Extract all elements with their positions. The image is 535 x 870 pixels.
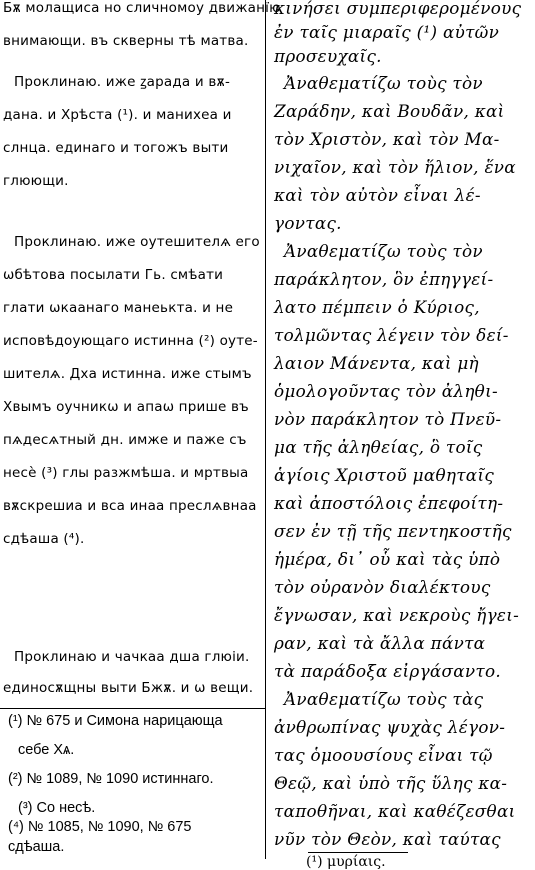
greek-line: νῦν τὸν Θεὸν, καὶ ταύτας <box>274 829 501 849</box>
greek-line: ἀνθρωπίνας ψυχὰς λέγον- <box>274 717 506 737</box>
greek-line: τολμῶντας λέγειν τὸν δεί- <box>274 325 509 345</box>
slavonic-line: исповѣдоующаго истинна (²) оуте- <box>3 333 258 349</box>
greek-line: Ἀναθεματίζω τοὺς τὰς <box>284 689 484 709</box>
greek-line: παράκλητον, ὃν ἐπηγγεί- <box>274 269 494 289</box>
footnote-divider <box>0 708 266 709</box>
slavonic-line: единосѫщны выти Бжѫ. и ѡ вещи. <box>3 680 254 696</box>
greek-line: καὶ τὸν αὐτὸν εἶναι λέ- <box>274 185 481 205</box>
greek-line: ραν, καὶ τὰ ἄλλα πάντα <box>274 633 486 653</box>
greek-line: ὁμολογοῦντας τὸν ἀληθι- <box>274 381 498 401</box>
slavonic-line: Проклинаю. иже оутешителѧ его <box>14 234 260 250</box>
greek-line: γοντας. <box>274 213 342 233</box>
greek-line: καὶ ἀποστόλοις ἐπεφοίτη- <box>274 493 504 513</box>
greek-line: κινήσει συμπεριφερομένους <box>274 0 522 18</box>
slavonic-line: глати ѡкаанаго манеькта. и не <box>3 300 234 316</box>
greek-line: λαιον Μάνεντα, καὶ μὴ <box>274 353 479 373</box>
greek-line: λατο πέμπειν ὁ Κύριος, <box>274 297 480 317</box>
footnote-line: (²) № 1089, № 1090 истиннаго. <box>8 771 214 787</box>
greek-line: ἔγνωσαν, καὶ νεκροὺς ἤγει- <box>274 605 520 625</box>
footnote-line: (⁴) № 1085, № 1090, № 675 <box>8 819 192 835</box>
greek-line: σεν ἐν τῇ τῆς πεντηκοστῆς <box>274 521 512 541</box>
greek-line: Ἀναθεματίζω τοὺς τὸν <box>284 241 483 261</box>
footnote-divider <box>308 852 408 853</box>
greek-line: τὸν οὐρανὸν διαλέκτους <box>274 577 491 597</box>
footnote-line: сдѣаша. <box>8 839 65 855</box>
greek-line: ἡμέρα, δι᾽ οὗ καὶ τὰς ὑπὸ <box>274 549 501 569</box>
slavonic-line: несѐ (³) глы разжмѣша. и мртвыа <box>3 465 249 481</box>
slavonic-line: внимающи. въ скверны тѣ матва. <box>3 33 249 49</box>
slavonic-line: шителѧ. Дха истинна. иже стымъ <box>3 366 252 382</box>
slavonic-line: Проклинаю. иже ꙁарада и вѫ- <box>14 74 231 90</box>
greek-line: ἁγίοις Χριστοῦ μαθηταῖς <box>274 465 495 485</box>
footnote-line: (¹) № 675 и Симона нарицающа <box>8 713 223 729</box>
footnote-line: (¹) μυρίαις. <box>306 854 386 870</box>
greek-line: Ζαράδην, καὶ Βουδᾶν, καὶ <box>274 101 505 121</box>
greek-line: ταποθῆναι, καὶ καθέζεσθαι <box>274 801 516 821</box>
slavonic-line: Хвымъ оучникѡ и апаѡ прише въ <box>3 399 249 415</box>
slavonic-line: Проклинаю и чачкаа дша глюіи. <box>14 649 250 665</box>
greek-line: τας ὁμοουσίους εἶναι τῷ <box>274 745 493 765</box>
greek-line: προσευχαῖς. <box>274 46 382 66</box>
greek-line: ἐν ταῖς μιαραῖς (¹) αὐτῶν <box>274 22 500 42</box>
footnote-line: (³) Со несѣ. <box>18 800 96 816</box>
greek-line: μα τῆς ἀληθείας, ὃ τοῖς <box>274 437 483 457</box>
slavonic-line: Бѫ молащиса но сличномоу движанїю <box>3 0 281 16</box>
greek-line: Ἀναθεματίζω τοὺς τὸν <box>284 73 483 93</box>
greek-column <box>268 0 535 870</box>
greek-line: νιχαῖον, καὶ τὸν ἥλιον, ἕνα <box>274 157 516 177</box>
slavonic-line: вѫскрешиа и вса инаа преслѧвнаа <box>3 498 257 514</box>
greek-line: Θεῷ, καὶ ὑπὸ τῆς ὕλης κα- <box>274 773 508 793</box>
greek-line: νὸν παράκλητον τὸ Πνεῦ- <box>274 409 502 429</box>
slavonic-line: глюющи. <box>3 173 69 189</box>
slavonic-line: сдѣаша (⁴). <box>3 531 85 547</box>
footnote-line: себе Хѧ. <box>18 742 75 758</box>
greek-line: τὸν Χριστὸν, καὶ τὸν Μα- <box>274 129 500 149</box>
slavonic-line: слнца. единаго и тогожъ выти <box>3 140 229 156</box>
slavonic-line: дана. и Хрѣста (¹). и манихеа и <box>3 107 232 123</box>
slavonic-line: пѧдесѧтный дн. имже и паже съ <box>3 432 247 448</box>
greek-line: τὰ παράδοξα εἰργάσαντο. <box>274 661 502 681</box>
slavonic-line: ѡбѣтова посылати Гь. смѣати <box>3 267 224 283</box>
